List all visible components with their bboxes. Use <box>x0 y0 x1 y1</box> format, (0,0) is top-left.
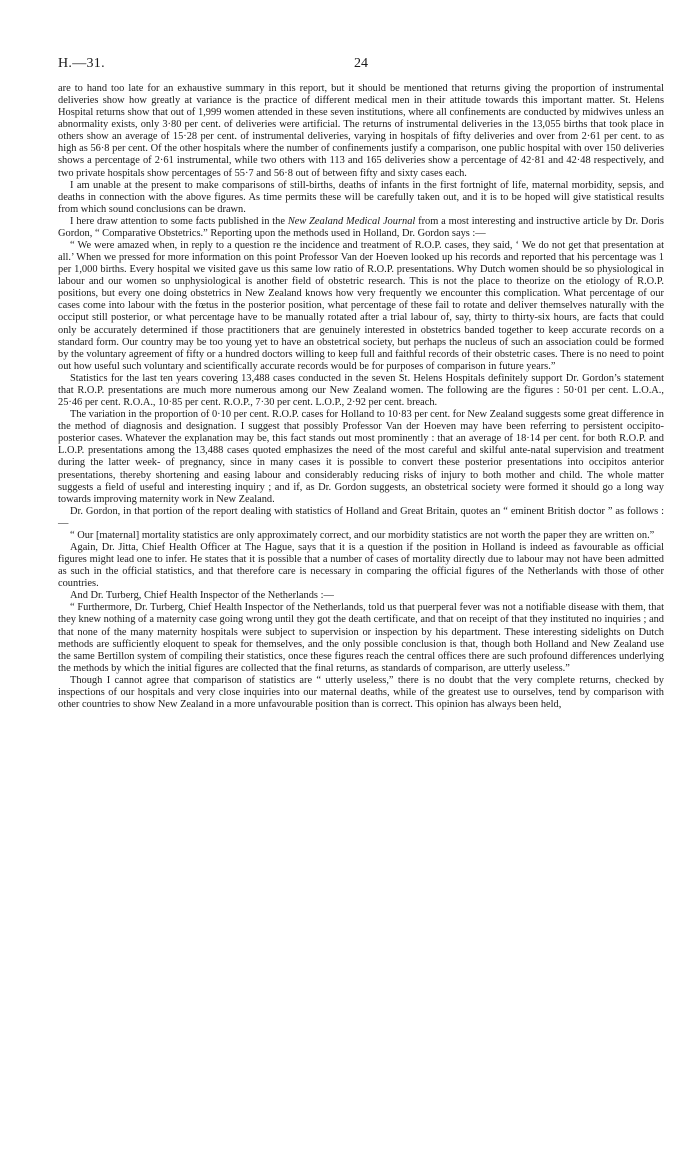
paragraph-text: I here draw attention to some facts published in the <box>70 215 288 227</box>
paragraph-instrumental-deliveries: are to hand too late for an exhaustive summary in this report, but it should be mentioned that returns giving the proportion of instrumental deliveries show how greatly at variance is the practice of different medical men in their attitude towards this important matter. St. Helens Hospital returns show that out of 1,999 women attended in these seven institutions, where all confinements are conducted by midwives unless an abnormality exists, only 3·80 per cent. of deliveries were artificial. The returns of instrumental deliveries in the 13,055 births that took place in others show an average of 15·28 per cent. of instrumental deliveries, varying in hospitals of fifty deliveries and over from 2·61 per cent. to as high as 56·8 per cent. Of the other hospitals where the number of confinements justify a comparison, one public hospital with over 150 deliveries shows a percentage of 2·61 instrumental, while two others with 113 and 165 deliveries show a percentage of 42·81 and 42·48 respectively, and two private hospitals show percentages of 55·7 and 56·8 out of between fifty and sixty cases each. <box>58 83 664 179</box>
paragraph-gordon-britain: Dr. Gordon, in that portion of the report dealing with statistics of Holland and Great Britain, quotes an “ eminent British doctor ” as follows :— <box>58 505 664 529</box>
quote-turberg: “ Furthermore, Dr. Turberg, Chief Health Inspector of the Netherlands, told us that puerperal fever was not a notifiable disease with them, that they knew nothing of a maternity case going wrong until they got the death certificate, and that on receipt of that they instituted no inquiries ; and that none of the many maternity hospitals were subject to supervision or inspection by his department. These interesting sidelights on Dutch methods are sufficiently eloquent to speak for themselves, and the only possible conclusion is that, though both Holland and New Zealand use the same Bertillon system of compiling their statistics, once these figures reach the central offices there are such profound differences underlying the methods by which the initial figures are collected that the final returns, as standards of comparison, are utterly useless.” <box>58 602 664 674</box>
paragraph-st-helens-statistics: Statistics for the last ten years covering 13,488 cases conducted in the seven St. Helens Hospitals definitely support Dr. Gordon’s statement that R.O.P. presentations are much more numerous among our New Zealand women. The following are the figures : 50·01 per cent. L.O.A., 25·46 per cent. R.O.A., 10·85 per cent. R.O.P., 7·30 per cent. L.O.P., 2·92 per cent. breach. <box>58 372 664 409</box>
page-number: 24 <box>354 56 368 71</box>
paragraph-dr-turberg: And Dr. Turberg, Chief Health Inspector of the Netherlands :— <box>70 590 334 602</box>
document-reference: H.—31. <box>58 56 105 71</box>
paragraph-rop-variation: The variation in the proportion of 0·10 per cent. R.O.P. cases for Holland to 10·83 per cent. for New Zealand suggests some great difference in the method of diagnosis and designation. I suggest that possibly Professor Van der Hoeven may have been referring to persistent occipito-posterior cases. Whatever the explanation may be, this fact stands out most prominently : that an average of 18·14 per cent. for both R.O.P. and L.O.P. presentations among the 13,488 cases quoted emphasizes the need of the most careful and skilful ante-natal supervision and treatment during the latter week- of pregnancy, since in many cases it is possible to convert these posterior presentations into occipitos anterior presentations, thereby shortening and easing labour and considerably reducing risks of injury to both mother and child. The whole matter suggests a field of useful and interesting inquiry ; and if, as Dr. Gordon suggests, an obstetrical society were formed it should go a long way towards improving maternity work in New Zealand. <box>58 409 664 505</box>
paragraph-text: from a most interesting and instructive article by Dr. Doris Gordon, “ Comparative Obstetrics.” Reporting upon the methods used in Holland, Dr. Gordon says :— <box>58 215 664 239</box>
paragraph-still-births: I am unable at the present to make comparisons of still-births, deaths of infants in the first fortnight of life, maternal morbidity, sepsis, and deaths in connection with the above figures. As time permits these will be carefully taken out, and it is to be hoped will give statistical results from which sound conclusions can be drawn. <box>58 179 664 215</box>
body-text <box>58 83 664 711</box>
paragraph-dr-jitta: Again, Dr. Jitta, Chief Health Officer at The Hague, says that it is a question if the position in Holland is indeed as favourable as official figures might lead one to infer. He states that it is possible that a number of cases of mortality directly due to labour may not have been admitted as such in the official statistics, and that therefore care is necessary in comparing the official figures of the Netherlands with those of other countries. <box>58 541 664 590</box>
page-header <box>58 56 664 80</box>
document-page <box>58 56 664 711</box>
journal-title: New Zealand Medical Journal <box>287 215 416 227</box>
paragraph-conclusion: Though I cannot agree that comparison of statistics are “ utterly useless,” there is no doubt that the very complete returns, checked by inspections of our hospitals and very close inquiries into our maternal deaths, while of the greatest use to ourselves, tend by comparison with other countries to show New Zealand in a more unfavourable position than is correct. This opinion has always been held, <box>58 674 664 710</box>
paragraph-gordon-article <box>58 216 664 240</box>
quote-holland-rop: “ We were amazed when, in reply to a question re the incidence and treatment of R.O.P. cases, they said, ‘ We do not get that presentation at all.’ When we pressed for more information on this point Professor Van der Hoeven looked up his records and reported that his percentage was 1 per 1,000 births. Every hospital we visited gave us this same low ratio of R.O.P. presentations. Why Dutch women should be so physiological in labour and our women so unphysiological is another field of obstetric research. This is not the place to theorize on the etiology of R.O.P. positions, but every one doing obstetrics in New Zealand knows how very frequently we encounter this complication. What percentage of our cases come into labour with the fœtus in the posterior position, what percentage of these fail to rotate and deliver themselves naturally with the occiput still posterior, or what percentage have to be manually rotated after a trial labour of, say, thirty to thirty-six hours, are facts that could only be accurately determined if those practitioners that are genuinely interested in obstetrics banded together to keep accurate records on a standard form. Our country may be too young yet to have an obstetrical society, but perhaps the nucleus of such an association could be formed by the voluntary agreement of fifty or a hundred doctors willing to keep full and faithful records of their obstetric cases. There is no need to point out how useful such voluntary and scientifically accurate records would be for purposes of comparison in future years.” <box>58 240 664 372</box>
quote-british-doctor: “ Our [maternal] mortality statistics are only approximately correct, and our morbidity statistics are not worth the paper they are written on.” <box>70 529 655 541</box>
